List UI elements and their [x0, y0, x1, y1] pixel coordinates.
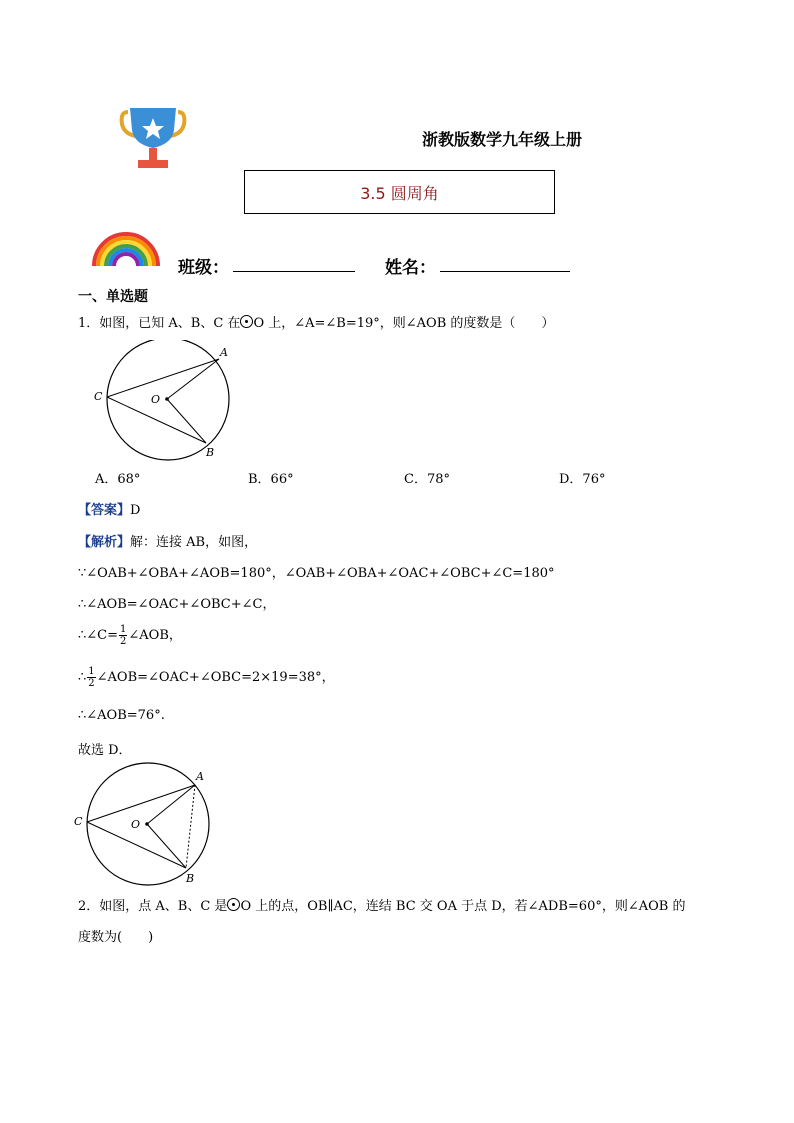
circle-dot-symbol — [227, 898, 240, 911]
q1-answer: 【答案】D — [78, 503, 141, 518]
class-input-line[interactable] — [233, 271, 355, 272]
q1-option-d[interactable]: D．76° — [559, 472, 606, 487]
rainbow-icon — [90, 226, 162, 268]
lesson-title-box: 3.5 圆周角 — [244, 170, 555, 214]
q1-stem: 1．如图，已知 A、B、C 在 O 上，∠A=∠B=19°，则∠AOB 的度数是（ ） — [78, 316, 555, 331]
q1-option-a[interactable]: A．68° — [95, 472, 141, 487]
center-point — [145, 822, 149, 826]
label-o: O — [151, 393, 161, 406]
chord-ca — [87, 785, 195, 822]
circle-dot-symbol — [240, 315, 253, 328]
segment-ob — [147, 824, 186, 868]
q1-option-c[interactable]: C．78° — [404, 472, 450, 487]
label-c: C — [74, 815, 83, 828]
label-o: O — [131, 818, 141, 831]
name-input-line[interactable] — [440, 271, 570, 272]
segment-ob — [167, 399, 206, 443]
section-title: 一、单选题 — [78, 289, 148, 305]
label-b: B — [186, 872, 195, 885]
segment-oa — [167, 359, 219, 399]
q2-stem-line2: 度数为( ) — [78, 930, 154, 945]
fraction-half: $\frac{1}{2}$ — [88, 666, 95, 689]
document-title: 浙教版数学九年级上册 — [421, 130, 582, 149]
center-point — [165, 397, 169, 401]
q1-step2: ∴∠AOB=∠OAC+∠OBC+∠C， — [78, 597, 276, 612]
dashed-chord-ab — [186, 785, 195, 868]
name-label: 姓名： — [385, 258, 436, 278]
q1-option-b[interactable]: B．66° — [248, 472, 294, 487]
label-c: C — [94, 390, 103, 403]
chord-ca — [107, 359, 219, 397]
q1-figure — [88, 340, 238, 462]
label-b: B — [206, 446, 215, 459]
segment-oa — [147, 785, 195, 824]
q1-step1: ∵∠OAB+∠OBA+∠AOB=180°，∠OAB+∠OBA+∠OAC+∠OBC+∠C=180° — [78, 566, 555, 581]
q1-analysis: 【解析】解：连接 AB，如图， — [78, 535, 258, 550]
q1-step3: ∴∠C= $\frac{1}{2}$ ∠AOB， — [78, 624, 182, 647]
q2-stem: 2．如图，点 A、B、C 是 O 上的点，OB∥AC，连结 BC 交 OA 于点 D，若∠ADB=60°，则∠AOB 的 — [78, 899, 686, 914]
class-label: 班级： — [178, 258, 229, 278]
label-a: A — [220, 346, 228, 359]
fraction-half: $\frac{1}{2}$ — [120, 624, 127, 647]
q1-conclusion: 故选 D． — [78, 743, 132, 758]
label-a: A — [196, 770, 204, 783]
q1-step5: ∴∠AOB=76°. — [78, 708, 165, 723]
q1-step4: ∴ $\frac{1}{2}$ ∠AOB=∠OAC+∠OBC=2×19=38°， — [78, 666, 335, 689]
q1-solution-figure — [70, 762, 220, 888]
